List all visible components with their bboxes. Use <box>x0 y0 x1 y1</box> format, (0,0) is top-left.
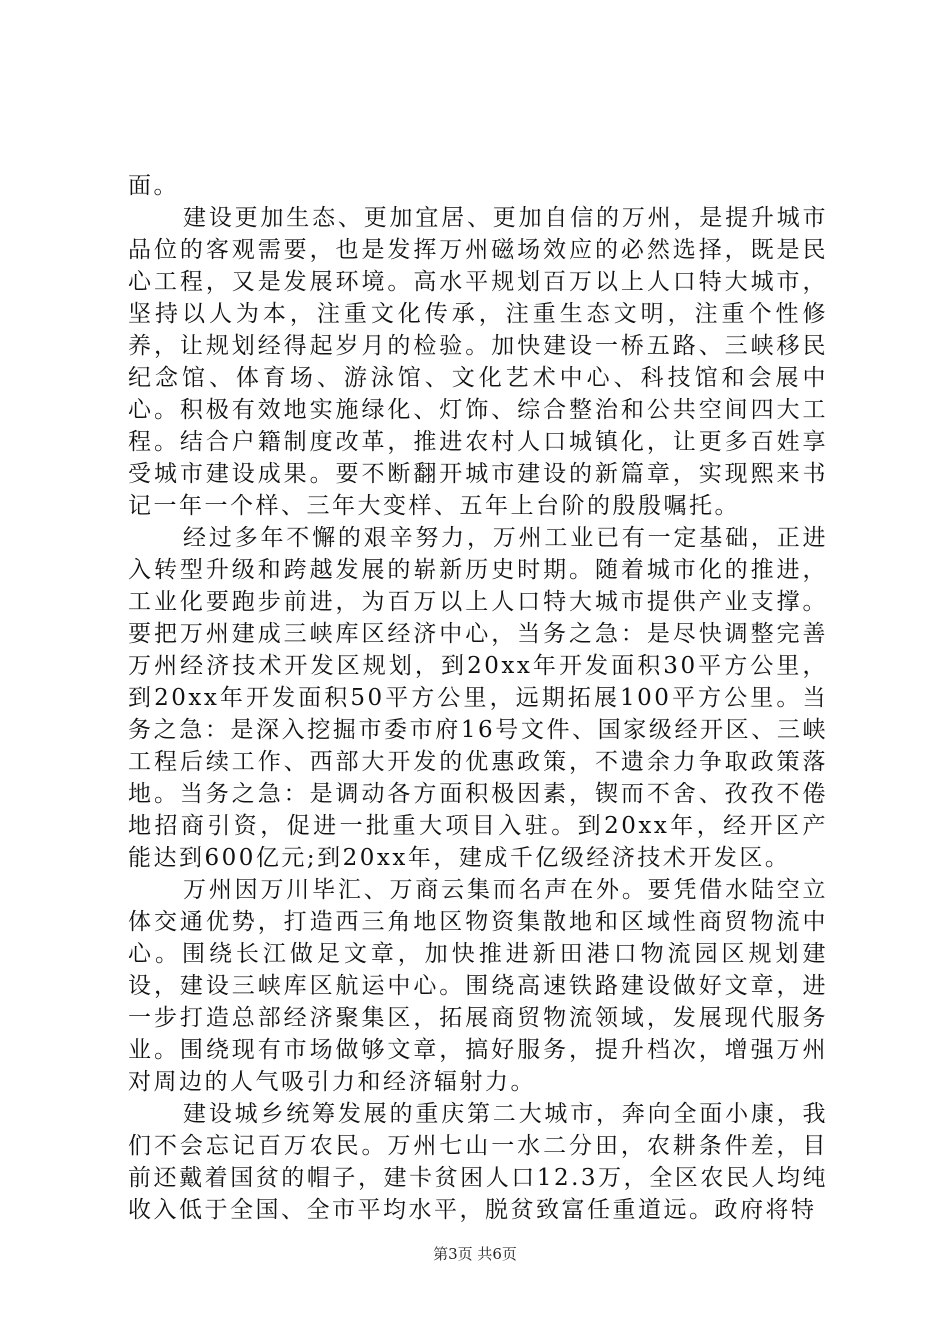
paragraph-rural: 建设城乡统筹发展的重庆第二大城市，奔向全面小康，我们不会忘记百万农民。万州七山一水二分田，农耕条件差，目前还戴着国贫的帽子，建卡贫困人口12.3万，全区农民人均纯收入低于全国、全市平均水平，脱贫致富任重道远。政府将特 <box>128 1101 828 1223</box>
paragraph-industry: 经过多年不懈的艰辛努力，万州工业已有一定基础，正进入转型升级和跨越发展的崭新历史时期。随着城市化的推进，工业化要跑步前进，为百万以上人口特大城市提供产业支撑。要把万州建成三峡库区经济中心，当务之急：是尽快调整完善万州经济技术开发区规划，到20xx年开发面积30平方公里，到20xx年开发面积50平方公里，远期拓展100平方公里。当务之急：是深入挖掘市委市府16号文件、国家级经开区、三峡工程后续工作、西部大开发的优惠政策，不遗余力争取政策落地。当务之急：是调动各方面积极因素，锲而不舍、孜孜不倦地招商引资，促进一批重大项目入驻。到20xx年，经开区产能达到600亿元;到20xx年，建成千亿级经济技术开发区。 <box>128 525 828 871</box>
paragraph-continuation: 面。 <box>128 173 179 199</box>
page-number-footer: 第3页 共6页 <box>433 1245 517 1263</box>
paragraph-logistics: 万州因万川毕汇、万商云集而名声在外。要凭借水陆空立体交通优势，打造西三角地区物资集散地和区域性商贸物流中心。围绕长江做足文章，加快推进新田港口物流园区规划建设，建设三峡库区航运中心。围绕高速铁路建设做好文章，进一步打造总部经济聚集区，拓展商贸物流领域，发展现代服务业。围绕现有市场做够文章，搞好服务，提升档次，增强万州对周边的人气吸引力和经济辐射力。 <box>128 877 828 1095</box>
paragraph-city-building: 建设更加生态、更加宜居、更加自信的万州，是提升城市品位的客观需要，也是发挥万州磁场效应的必然选择，既是民心工程，又是发展环境。高水平规划百万以上人口特大城市，坚持以人为本，注重文化传承，注重生态文明，注重个性修养，让规划经得起岁月的检验。加快建设一桥五路、三峡移民纪念馆、体育场、游泳馆、文化艺术中心、科技馆和会展中心。积极有效地实施绿化、灯饰、综合整治和公共空间四大工程。结合户籍制度改革，推进农村人口城镇化，让更多百姓享受城市建设成果。要不断翻开城市建设的新篇章，实现熙来书记一年一个样、三年大变样、五年上台阶的殷殷嘱托。 <box>128 205 828 519</box>
document-body <box>128 170 828 1226</box>
